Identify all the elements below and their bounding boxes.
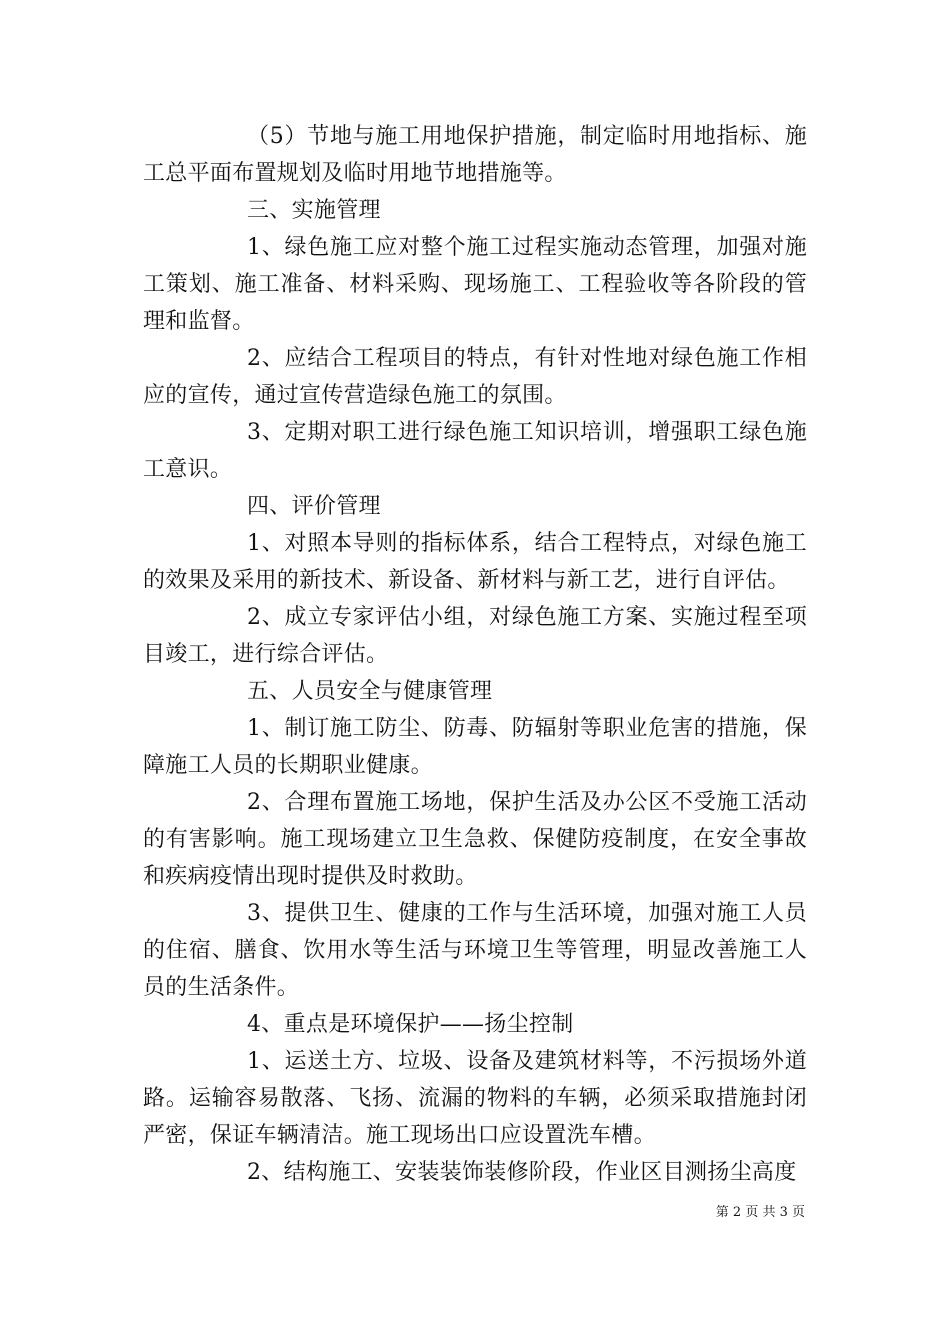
paragraph-safety-2: 2、合理布置施工场地，保护生活及办公区不受施工活动的有害影响。施工现场建立卫生急救、保健防疫制度，在安全事故和疾病疫情出现时提供及时救助。 (143, 790, 807, 889)
paragraph-safety-1: 1、制订施工防尘、防毒、防辐射等职业危害的措施，保障施工人员的长期职业健康。 (143, 716, 807, 778)
paragraph-implementation-1: 1、绿色施工应对整个施工过程实施动态管理，加强对施工策划、施工准备、材料采购、现场施工、工程验收等各阶段的管理和监督。 (143, 235, 807, 334)
section-heading-safety-health: 五、人员安全与健康管理 (247, 679, 493, 704)
paragraph-safety-3: 3、提供卫生、健康的工作与生活环境，加强对施工人员的住宿、膳食、饮用水等生活与环境卫生等管理，明显改善施工人员的生活条件。 (143, 901, 807, 1000)
section-heading-evaluation: 四、评价管理 (247, 494, 381, 519)
page-number-footer: 第 2 页 共 3 页 (715, 1205, 805, 1220)
section-heading-implementation: 三、实施管理 (247, 198, 381, 223)
paragraph-dust-1: 1、运送土方、垃圾、设备及建筑材料等，不污损场外道路。运输容易散落、飞扬、流漏的物料的车辆，必须采取措施封闭严密，保证车辆清洁。施工现场出口应设置洗车槽。 (143, 1049, 807, 1148)
paragraph-dust-2: 2、结构施工、安装装饰装修阶段，作业区目测扬尘高度 (247, 1160, 797, 1185)
paragraph-implementation-2: 2、应结合工程项目的特点，有针对性地对绿色施工作相应的宣传，通过宣传营造绿色施工的氛围。 (143, 346, 807, 408)
document-body (143, 118, 807, 1191)
paragraph-evaluation-1: 1、对照本导则的指标体系，结合工程特点，对绿色施工的效果及采用的新技术、新设备、新材料与新工艺，进行自评估。 (143, 531, 807, 593)
section-heading-dust-control: 4、重点是环境保护——扬尘控制 (247, 1012, 574, 1037)
paragraph-implementation-3: 3、定期对职工进行绿色施工知识培训，增强职工绿色施工意识。 (143, 420, 807, 482)
paragraph-land-saving: （5）节地与施工用地保护措施，制定临时用地指标、施工总平面布置规划及临时用地节地措施等。 (143, 124, 807, 186)
paragraph-evaluation-2: 2、成立专家评估小组，对绿色施工方案、实施过程至项目竣工，进行综合评估。 (143, 605, 807, 667)
